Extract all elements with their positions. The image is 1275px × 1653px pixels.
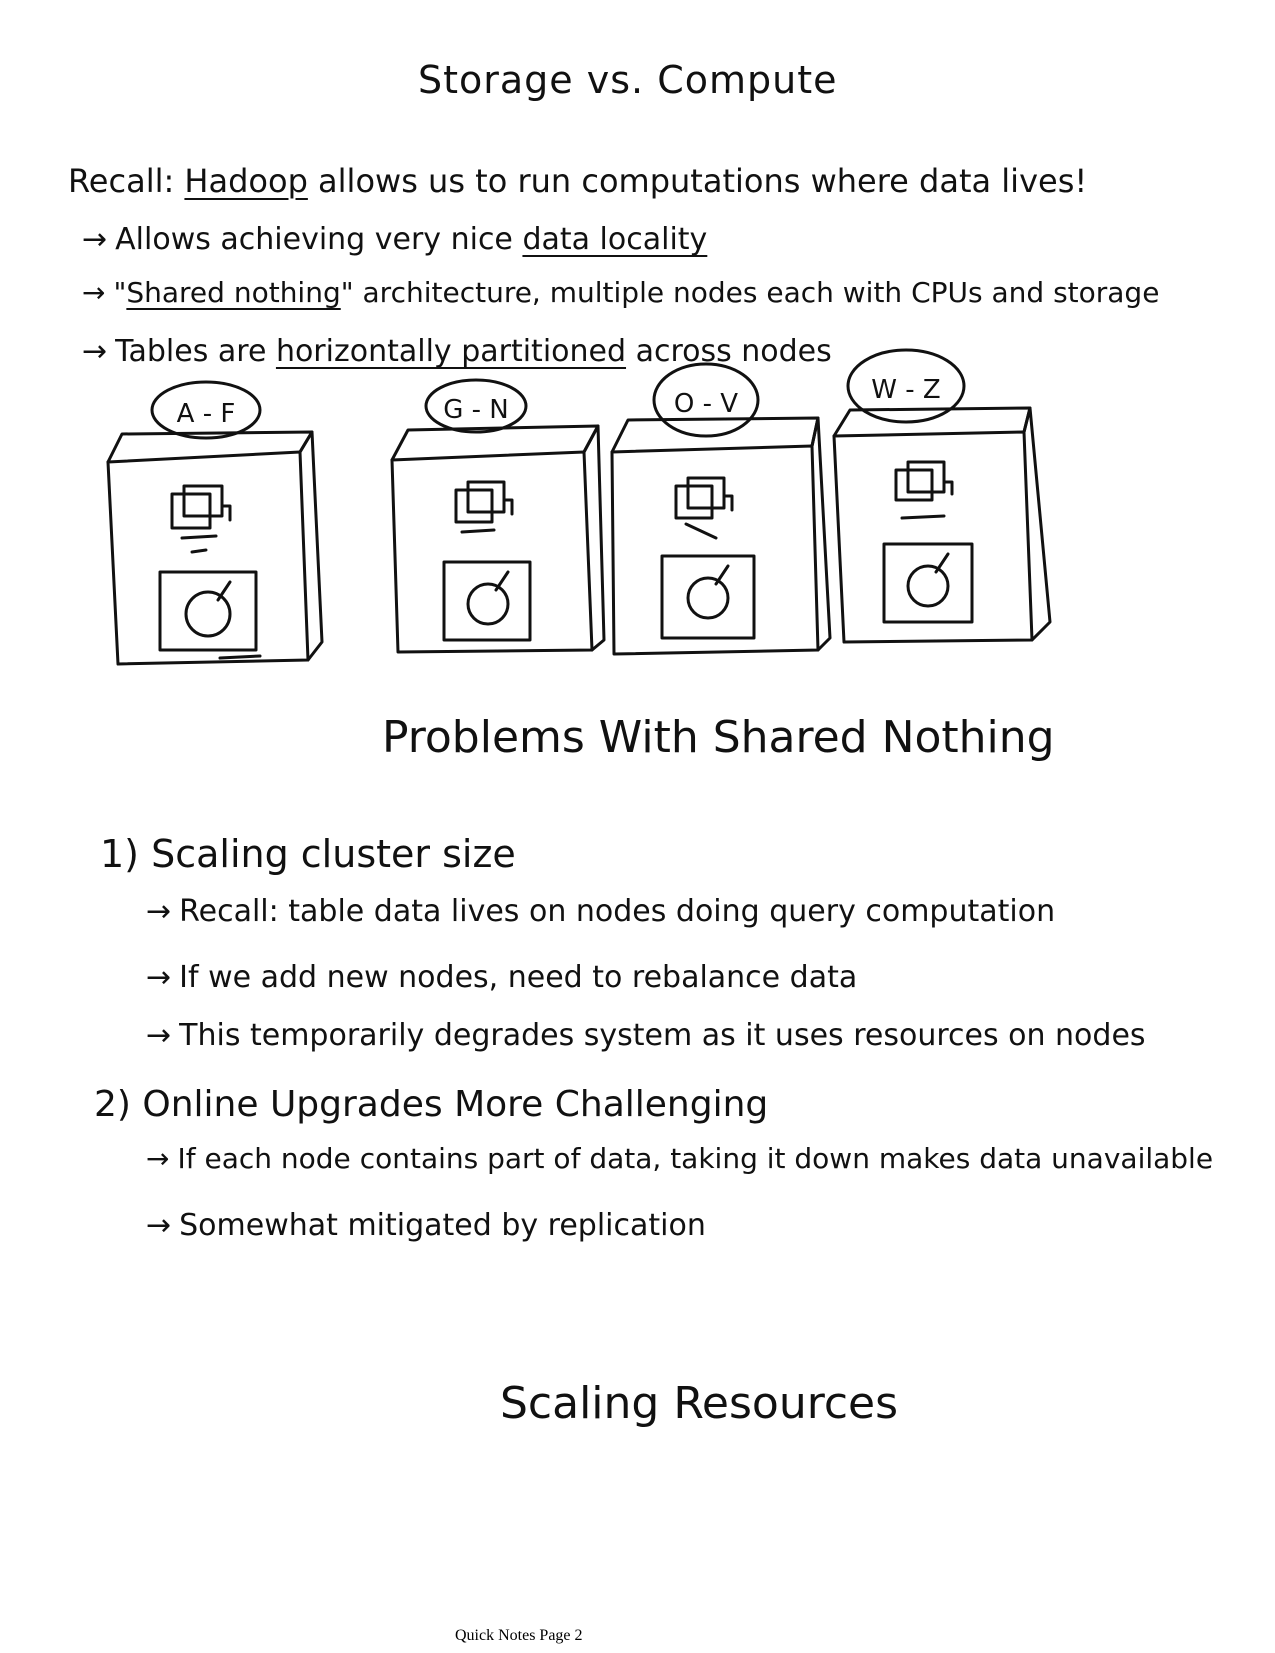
problem-1-item	[146, 894, 1055, 929]
problem-2-title: 2) Online Upgrades More Challenging	[94, 1084, 769, 1125]
scaling-resources-heading: Scaling Resources	[500, 1378, 899, 1429]
arrow-icon: →	[82, 222, 108, 257]
bullet-text: "	[113, 276, 127, 309]
arrow-icon: →	[146, 1208, 172, 1243]
arrow-icon: →	[146, 1142, 170, 1175]
page-title: Storage vs. Compute	[418, 58, 838, 102]
partition-label: G - N	[443, 395, 509, 425]
server-front	[108, 452, 308, 664]
problem-item-text: Recall: table data lives on nodes doing query computation	[179, 894, 1056, 929]
arrow-icon: →	[82, 276, 106, 309]
cpu-icon	[172, 486, 230, 552]
disk-icon	[884, 544, 972, 622]
arrow-icon: →	[146, 1018, 172, 1053]
partition-label: W - Z	[871, 375, 941, 405]
page-footer: Quick Notes Page 2	[455, 1627, 583, 1644]
bullet-emph: data locality	[522, 222, 708, 257]
disk-icon	[160, 572, 260, 658]
problem-2-item	[146, 1142, 1213, 1175]
cpu-icon	[676, 478, 732, 538]
problem-item-text: If we add new nodes, need to rebalance data	[179, 960, 858, 995]
problem-2-item	[146, 1208, 706, 1243]
node-g-n	[392, 380, 604, 652]
disk-icon	[444, 562, 530, 640]
arrow-icon: →	[146, 894, 172, 929]
problems-heading: Problems With Shared Nothing	[382, 712, 1055, 763]
arrow-icon: →	[146, 960, 172, 995]
problem-1-title: 1) Scaling cluster size	[100, 832, 516, 876]
bullet-text: across nodes	[626, 334, 832, 369]
problem-item-text: This temporarily degrades system as it uses resources on nodes	[179, 1018, 1146, 1053]
recall-rest: allows us to run computations where data lives!	[307, 162, 1088, 200]
node-w-z	[834, 350, 1050, 642]
node-o-v	[612, 364, 830, 654]
problem-1-item	[146, 960, 857, 995]
cpu-icon	[456, 482, 512, 532]
partition-label: A - F	[176, 399, 236, 429]
bullet-emph: Shared nothing	[126, 276, 341, 309]
problem-item-text: Somewhat mitigated by replication	[179, 1208, 706, 1243]
disk-icon	[662, 556, 754, 638]
problem-item-text: If each node contains part of data, taking it down makes data unavailable	[177, 1142, 1214, 1175]
recall-prefix: Recall:	[68, 162, 185, 200]
node-a-f	[108, 382, 322, 664]
bullet-text: " architecture, multiple nodes each with CPUs and storage	[340, 276, 1160, 309]
partition-nodes-diagram	[0, 0, 1275, 700]
bullet-text: Tables are	[115, 334, 276, 369]
cpu-icon	[896, 462, 952, 518]
problem-1-item	[146, 1018, 1146, 1053]
recall-hadoop: Hadoop	[184, 162, 308, 200]
bullet-emph: horizontally partitioned	[275, 334, 627, 369]
arrow-icon: →	[82, 334, 108, 369]
partition-label: O - V	[673, 389, 739, 419]
bullet-text: Allows achieving very nice	[115, 222, 523, 257]
